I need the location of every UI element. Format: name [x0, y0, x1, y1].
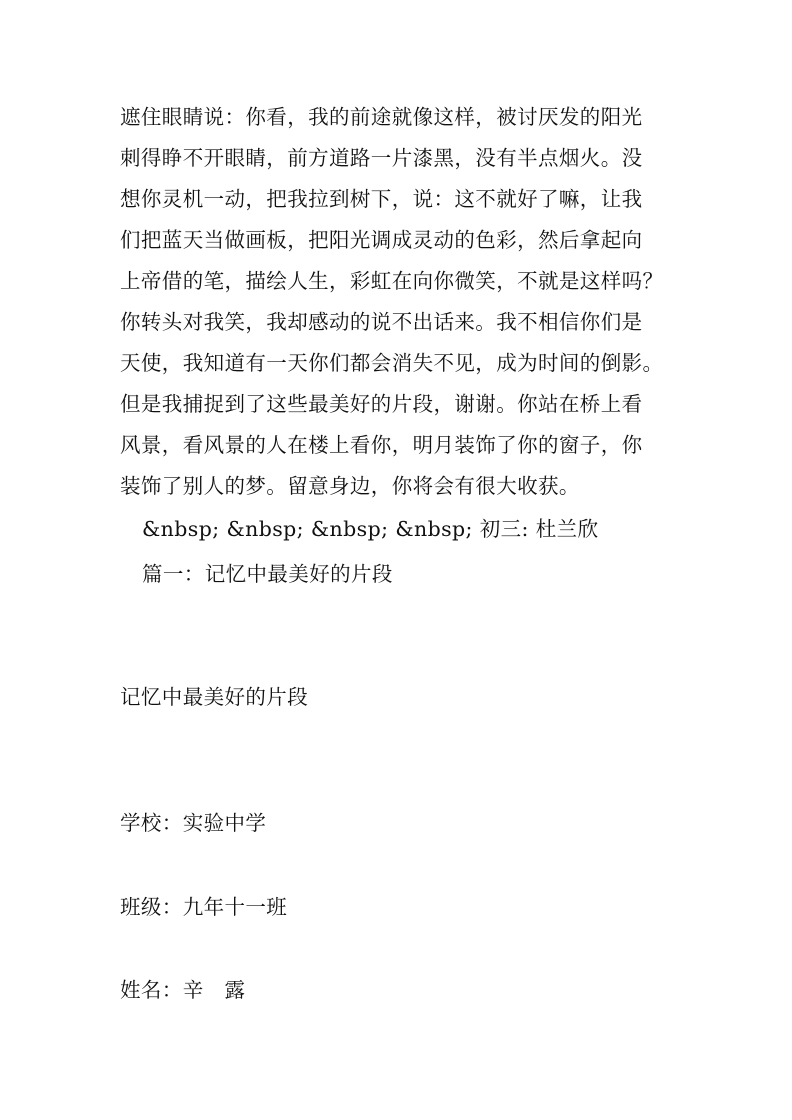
body-line-7: 天使，我知道有一天你们都会消失不见，成为时间的倒影。: [120, 351, 664, 375]
section-heading: 篇一：记忆中最美好的片段: [142, 562, 393, 586]
body-line-4: 们把蓝天当做画板，把阳光调成灵动的色彩，然后拿起向: [120, 228, 643, 252]
school-field: 学校：实验中学: [120, 811, 267, 835]
body-line-9: 风景，看风景的人在楼上看你，明月装饰了你的窗子，你: [120, 433, 643, 457]
class-field: 班级：九年十一班: [120, 895, 288, 919]
signature-line: &nbsp; &nbsp; &nbsp; &nbsp; 初三: 杜兰欣: [142, 517, 599, 541]
body-line-5: 上帝借的笔，描绘人生，彩虹在向你微笑，不就是这样吗？: [120, 269, 664, 293]
body-line-8: 但是我捕捉到了这些最美好的片段，谢谢。你站在桥上看: [120, 392, 643, 416]
body-line-10: 装饰了别人的梦。留意身边，你将会有很大收获。: [120, 474, 580, 498]
body-line-3: 想你灵机一动，把我拉到树下，说：这不就好了嘛，让我: [120, 187, 643, 211]
name-field: 姓名：辛 露: [120, 978, 246, 1002]
body-line-6: 你转头对我笑，我却感动的说不出话来。我不相信你们是: [120, 310, 643, 334]
body-line-1: 遮住眼睛说：你看，我的前途就像这样，被讨厌发的阳光: [120, 105, 643, 129]
essay-title: 记忆中最美好的片段: [120, 685, 309, 709]
body-line-2: 刺得睁不开眼睛，前方道路一片漆黑，没有半点烟火。没: [120, 146, 643, 170]
